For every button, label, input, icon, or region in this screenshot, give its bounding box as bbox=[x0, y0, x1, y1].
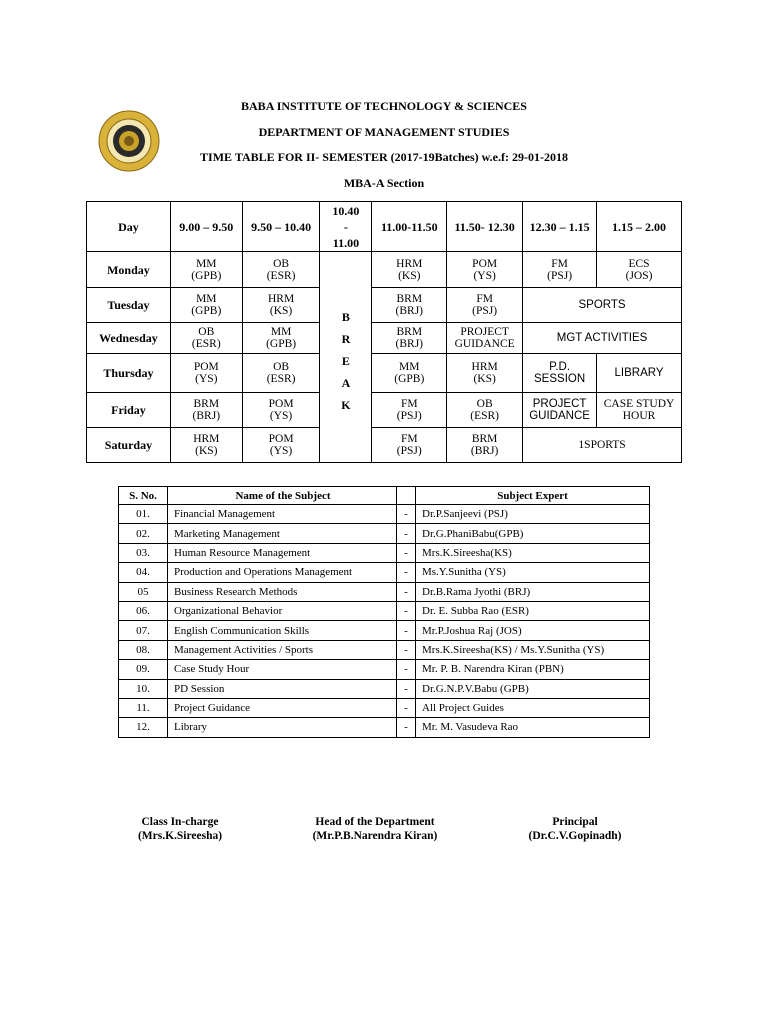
cell: HRM (KS) bbox=[447, 354, 523, 393]
cell: PROJECT GUIDANCE bbox=[447, 323, 523, 354]
subject-name: Management Activities / Sports bbox=[168, 640, 397, 659]
subject-name: Library bbox=[168, 718, 397, 737]
subject-dash: - bbox=[397, 601, 416, 620]
cell-merged: SPORTS bbox=[523, 288, 682, 323]
subject-expert: All Project Guides bbox=[416, 698, 650, 717]
day-label: Monday bbox=[87, 252, 171, 288]
subject-dash: - bbox=[397, 679, 416, 698]
header-day: Day bbox=[87, 202, 171, 252]
subject-sno: 02. bbox=[119, 524, 168, 543]
cell: MM (GPB) bbox=[372, 354, 447, 393]
subject-dash: - bbox=[397, 640, 416, 659]
cell: MM (GPB) bbox=[170, 288, 242, 323]
timetable-row-monday bbox=[87, 252, 682, 288]
day-label: Wednesday bbox=[87, 323, 171, 354]
cell: CASE STUDY HOUR bbox=[597, 393, 682, 428]
subject-expert: Mr. P. B. Narendra Kiran (PBN) bbox=[416, 660, 650, 679]
day-label: Tuesday bbox=[87, 288, 171, 323]
subject-name: Case Study Hour bbox=[168, 660, 397, 679]
subject-header-row bbox=[119, 487, 650, 505]
subject-expert: Dr.B.Rama Jyothi (BRJ) bbox=[416, 582, 650, 601]
cell: BRM (BRJ) bbox=[447, 428, 523, 463]
subject-name: Human Resource Management bbox=[168, 543, 397, 562]
break-column: B R E A K bbox=[320, 252, 372, 463]
cell: POM (YS) bbox=[447, 252, 523, 288]
subject-name: Marketing Management bbox=[168, 524, 397, 543]
timetable bbox=[86, 201, 682, 463]
header-expert: Subject Expert bbox=[416, 487, 650, 505]
subject-sno: 12. bbox=[119, 718, 168, 737]
subject-name: Financial Management bbox=[168, 505, 397, 524]
timetable-row-wednesday bbox=[87, 323, 682, 354]
cell: OB (ESR) bbox=[170, 323, 242, 354]
subject-expert: Ms.Y.Sunitha (YS) bbox=[416, 563, 650, 582]
timetable-row-thursday bbox=[87, 354, 682, 393]
header-slot: 9.00 – 9.50 bbox=[170, 202, 242, 252]
signature-principal: Principal (Dr.C.V.Gopinadh) bbox=[528, 816, 622, 842]
cell: MM (GPB) bbox=[170, 252, 242, 288]
cell: FM (PSJ) bbox=[372, 428, 447, 463]
section-title: MBA-A Section bbox=[343, 176, 425, 190]
header-break-slot: 10.40 - 11.00 bbox=[320, 202, 372, 252]
subject-name: English Communication Skills bbox=[168, 621, 397, 640]
cell: PROJECT GUIDANCE bbox=[523, 393, 597, 428]
subject-dash: - bbox=[397, 563, 416, 582]
cell: POM (YS) bbox=[242, 428, 320, 463]
subject-name: Organizational Behavior bbox=[168, 601, 397, 620]
institute-name: BABA INSTITUTE OF TECHNOLOGY & SCIENCES bbox=[241, 99, 527, 113]
cell: HRM (KS) bbox=[242, 288, 320, 323]
cell: OB (ESR) bbox=[242, 354, 320, 393]
subject-sno: 01. bbox=[119, 505, 168, 524]
subject-row bbox=[119, 698, 650, 717]
signature-class-incharge: Class In-charge (Mrs.K.Sireesha) bbox=[137, 816, 223, 842]
cell: FM (PSJ) bbox=[523, 252, 597, 288]
subject-row bbox=[119, 563, 650, 582]
signature-hod: Head of the Department (Mr.P.B.Narendra Kiran) bbox=[312, 816, 438, 842]
subject-expert: Dr.G.N.P.V.Babu (GPB) bbox=[416, 679, 650, 698]
cell: BRM (BRJ) bbox=[170, 393, 242, 428]
subject-dash: - bbox=[397, 543, 416, 562]
subject-dash: - bbox=[397, 621, 416, 640]
department-name: DEPARTMENT OF MANAGEMENT STUDIES bbox=[258, 125, 510, 139]
subject-sno: 03. bbox=[119, 543, 168, 562]
subject-expert: Dr.G.PhaniBabu(GPB) bbox=[416, 524, 650, 543]
cell: HRM (KS) bbox=[372, 252, 447, 288]
cell-merged: MGT ACTIVITIES bbox=[523, 323, 682, 354]
day-label: Friday bbox=[87, 393, 171, 428]
subject-dash: - bbox=[397, 524, 416, 543]
header-spacer bbox=[397, 487, 416, 505]
subject-expert: Mrs.K.Sireesha(KS) / Ms.Y.Sunitha (YS) bbox=[416, 640, 650, 659]
header-slot: 11.50- 12.30 bbox=[447, 202, 523, 252]
subject-row bbox=[119, 543, 650, 562]
subject-expert: Dr. E. Subba Rao (ESR) bbox=[416, 601, 650, 620]
cell: POM (YS) bbox=[242, 393, 320, 428]
header-slot: 9.50 – 10.40 bbox=[242, 202, 320, 252]
subject-sno: 11. bbox=[119, 698, 168, 717]
subject-dash: - bbox=[397, 698, 416, 717]
cell: MM (GPB) bbox=[242, 323, 320, 354]
subject-sno: 10. bbox=[119, 679, 168, 698]
subject-expert: Mr.P.Joshua Raj (JOS) bbox=[416, 621, 650, 640]
cell: POM (YS) bbox=[170, 354, 242, 393]
cell: BRM (BRJ) bbox=[372, 288, 447, 323]
cell: FM (PSJ) bbox=[372, 393, 447, 428]
timetable-row-saturday bbox=[87, 428, 682, 463]
header-sno: S. No. bbox=[119, 487, 168, 505]
timetable-header-row bbox=[87, 202, 682, 252]
subject-name: Business Research Methods bbox=[168, 582, 397, 601]
subject-row bbox=[119, 582, 650, 601]
timetable-row-friday bbox=[87, 393, 682, 428]
header-subject-name: Name of the Subject bbox=[168, 487, 397, 505]
subject-row bbox=[119, 660, 650, 679]
cell: P.D. SESSION bbox=[523, 354, 597, 393]
subject-sno: 07. bbox=[119, 621, 168, 640]
timetable-title: TIME TABLE FOR II- SEMESTER (2017-19Batches) w.e.f: 29-01-2018 bbox=[200, 150, 568, 164]
subject-sno: 06. bbox=[119, 601, 168, 620]
subject-row bbox=[119, 601, 650, 620]
subject-row bbox=[119, 505, 650, 524]
subject-sno: 05 bbox=[119, 582, 168, 601]
subject-dash: - bbox=[397, 718, 416, 737]
subject-row bbox=[119, 640, 650, 659]
subject-sno: 04. bbox=[119, 563, 168, 582]
cell-merged: 1SPORTS bbox=[523, 428, 682, 463]
day-label: Saturday bbox=[87, 428, 171, 463]
subject-row bbox=[119, 679, 650, 698]
subject-expert: Mr. M. Vasudeva Rao bbox=[416, 718, 650, 737]
cell: LIBRARY bbox=[597, 354, 682, 393]
subject-dash: - bbox=[397, 505, 416, 524]
subject-expert: Mrs.K.Sireesha(KS) bbox=[416, 543, 650, 562]
subject-table bbox=[118, 486, 650, 738]
subject-dash: - bbox=[397, 582, 416, 601]
timetable-row-tuesday bbox=[87, 288, 682, 323]
cell: HRM (KS) bbox=[170, 428, 242, 463]
subject-dash: - bbox=[397, 660, 416, 679]
header-slot: 11.00-11.50 bbox=[372, 202, 447, 252]
subject-name: Production and Operations Management bbox=[168, 563, 397, 582]
header-slot: 1.15 – 2.00 bbox=[597, 202, 682, 252]
header-slot: 12.30 – 1.15 bbox=[523, 202, 597, 252]
subject-row bbox=[119, 524, 650, 543]
subject-sno: 08. bbox=[119, 640, 168, 659]
subject-expert: Dr.P.Sanjeevi (PSJ) bbox=[416, 505, 650, 524]
subject-sno: 09. bbox=[119, 660, 168, 679]
cell: BRM (BRJ) bbox=[372, 323, 447, 354]
day-label: Thursday bbox=[87, 354, 171, 393]
subject-row bbox=[119, 621, 650, 640]
subject-name: PD Session bbox=[168, 679, 397, 698]
subject-name: Project Guidance bbox=[168, 698, 397, 717]
subject-row bbox=[119, 718, 650, 737]
cell: FM (PSJ) bbox=[447, 288, 523, 323]
cell: ECS (JOS) bbox=[597, 252, 682, 288]
cell: OB (ESR) bbox=[242, 252, 320, 288]
cell: OB (ESR) bbox=[447, 393, 523, 428]
